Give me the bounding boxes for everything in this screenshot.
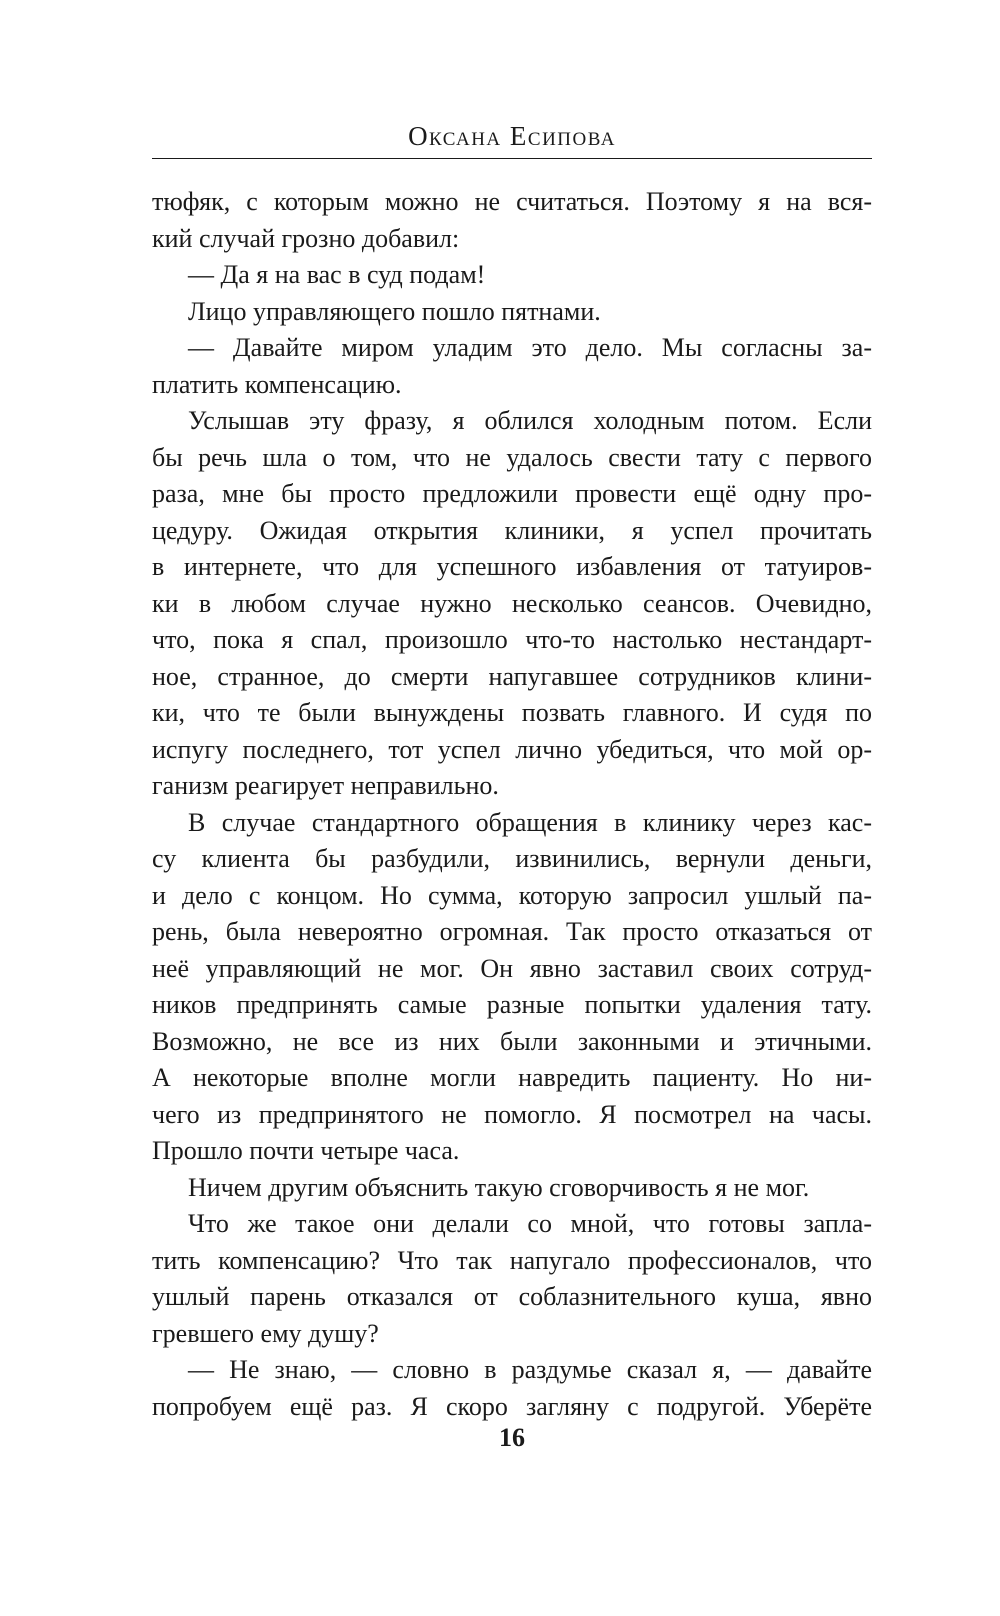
text-line: тюфяк, с которым можно не считаться. Поэтому я на вся-: [152, 187, 872, 216]
text-line: платить компенсацию.: [152, 369, 402, 399]
text-line: Лицо управляющего пошло пятнами.: [188, 296, 601, 326]
text-line: и дело с концом. Но сумма, которую запросил ушлый па-: [152, 880, 872, 910]
text-line: ное, странное, до смерти напугавшее сотрудников клини-: [152, 661, 872, 691]
text-line: ников предпринять самые разные попытки удаления тату.: [152, 990, 872, 1019]
text-line: су клиента бы разбудили, извинились, вернули деньги,: [152, 844, 872, 873]
text-line: в интернете, что для успешного избавления от татуиров-: [152, 552, 872, 581]
text-line: Что же такое они делали со мной, что готовы запла-: [188, 1209, 872, 1238]
text-line: Услышав эту фразу, я облился холодным потом. Если: [188, 406, 872, 435]
body-text: [152, 184, 872, 1425]
text-line: неё управляющий не мог. Он явно заставил своих сотруд-: [152, 953, 872, 983]
text-line: рень, была невероятно огромная. Так просто отказаться от: [152, 917, 872, 946]
header-divider: [152, 158, 872, 159]
text-line: чего из предпринятого не помогло. Я посмотрел на часы.: [152, 1099, 872, 1129]
text-line: кий случай грозно добавил:: [152, 223, 460, 253]
page-number: 16: [499, 1423, 525, 1452]
text-line: бы речь шла о том, что не удалось свести тату с первого: [152, 442, 872, 472]
text-line: испугу последнего, тот успел лично убедиться, что мой ор-: [152, 734, 872, 764]
text-line: — Да я на вас в суд подам!: [188, 260, 486, 289]
text-line: Возможно, не все из них были законными и этичными.: [152, 1026, 872, 1056]
text-line: А некоторые вполне могли навредить пациенту. Но ни-: [152, 1063, 872, 1092]
text-line: Ничем другим объяснить такую сговорчивость я не мог.: [188, 1172, 810, 1202]
text-line: ки в любом случае нужно несколько сеансов. Очевидно,: [152, 588, 872, 618]
running-header: [152, 118, 872, 158]
text-line: цедуру. Ожидая открытия клиники, я успел прочитать: [152, 515, 872, 545]
text-line: тить компенсацию? Что так напугало профессионалов, что: [152, 1245, 872, 1275]
text-line: ки, что те были вынуждены позвать главного. И судя по: [152, 698, 872, 727]
header-author: Оксана Есипова: [408, 121, 616, 151]
text-line: что, пока я спал, произошло что-то настолько нестандарт-: [152, 625, 872, 654]
text-line: ушлый парень отказался от соблазнительного куша, явно: [152, 1282, 872, 1311]
text-line: ганизм реагирует неправильно.: [152, 771, 499, 800]
text-line: В случае стандартного обращения в клинику через кас-: [188, 807, 872, 837]
text-line: раза, мне бы просто предложили провести ещё одну про-: [152, 479, 872, 508]
text-line: Прошло почти четыре часа.: [152, 1136, 460, 1165]
text-line: — Давайте миром уладим это дело. Мы согласны за-: [188, 333, 872, 362]
text-line: — Не знаю, — словно в раздумье сказал я, — давайте: [188, 1355, 872, 1384]
text-line: попробуем ещё раз. Я скоро загляну с подругой. Уберёте: [152, 1391, 872, 1421]
text-line: гревшего ему душу?: [152, 1318, 379, 1348]
